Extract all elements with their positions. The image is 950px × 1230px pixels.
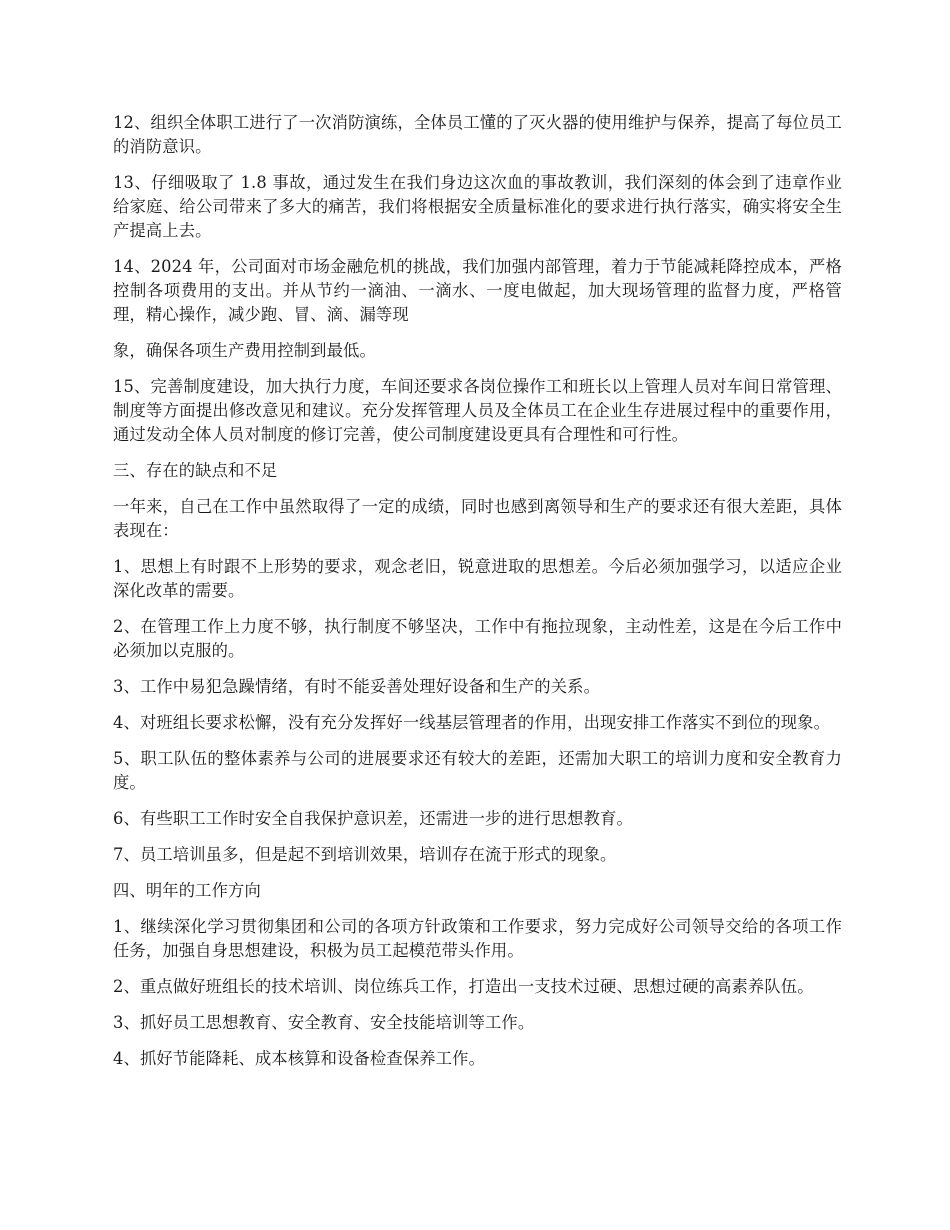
paragraph-item-14-continued: 象，确保各项生产费用控制到最低。: [113, 341, 376, 360]
shortcoming-item-4: 4、对班组长要求松懈，没有充分发挥好一线基层管理者的作用，出现安排工作落实不到位的现象。: [113, 713, 831, 732]
paragraph-item-14: 14、2024 年，公司面对市场金融危机的挑战，我们加强内部管理，着力于节能减耗降控成本，严格控制各项费用的支出。并从节约一滴油、一滴水、一度电做起，加大现场管理的监督力度，严格管理，精心操作，减少跑、冒、滴、漏等现: [113, 257, 842, 324]
shortcoming-item-7: 7、员工培训虽多，但是起不到培训效果，培训存在流于形式的现象。: [113, 845, 617, 864]
plan-item-1: 1、继续深化学习贯彻集团和公司的各项方针政策和工作要求，努力完成好公司领导交给的各项工作任务，加强自身思想建设，积极为员工起模范带头作用。: [113, 917, 842, 960]
paragraph-item-15: 15、完善制度建设，加大执行力度，车间还要求各岗位操作工和班长以上管理人员对车间日常管理、制度等方面提出修改意见和建议。充分发挥管理人员及全体员工在企业生存进展过程中的重要作用，通过发动全体人员对制度的修订完善，使公司制度建设更具有合理性和可行性。: [113, 377, 842, 444]
section-heading-next-year: 四、明年的工作方向: [113, 881, 261, 900]
shortcoming-item-3: 3、工作中易犯急躁情绪，有时不能妥善处理好设备和生产的关系。: [113, 677, 601, 696]
paragraph-item-12: 12、组织全体职工进行了一次消防演练，全体员工懂的了灭火器的使用维护与保养，提高了每位员工的消防意识。: [113, 113, 842, 156]
plan-item-2: 2、重点做好班组长的技术培训、岗位练兵工作，打造出一支技术过硬、思想过硬的高素养队伍。: [113, 977, 814, 996]
section-heading-shortcomings: 三、存在的缺点和不足: [113, 461, 278, 480]
shortcoming-item-5: 5、职工队伍的整体素养与公司的进展要求还有较大的差距，还需加大职工的培训力度和安全教育力度。: [113, 749, 842, 792]
shortcoming-item-2: 2、在管理工作上力度不够，执行制度不够坚决，工作中有拖拉现象，主动性差，这是在今后工作中必须加以克服的。: [113, 617, 842, 660]
plan-item-4: 4、抓好节能降耗、成本核算和设备检查保养工作。: [113, 1049, 485, 1068]
plan-item-3: 3、抓好员工思想教育、安全教育、安全技能培训等工作。: [113, 1013, 535, 1032]
shortcoming-item-1: 1、思想上有时跟不上形势的要求，观念老旧，锐意进取的思想差。今后必须加强学习，以适应企业深化改革的需要。: [113, 557, 842, 600]
paragraph-item-13: 13、仔细吸取了 1.8 事故，通过发生在我们身边这次血的事故教训，我们深刻的体会到了违章作业给家庭、给公司带来了多大的痛苦，我们将根据安全质量标准化的要求进行执行落实，确实将安全生产提高上去。: [113, 173, 842, 240]
shortcoming-item-6: 6、有些职工工作时安全自我保护意识差，还需进一步的进行思想教育。: [113, 809, 633, 828]
shortcomings-intro: 一年来，自己在工作中虽然取得了一定的成绩，同时也感到离领导和生产的要求还有很大差距，具体表现在：: [113, 497, 842, 540]
